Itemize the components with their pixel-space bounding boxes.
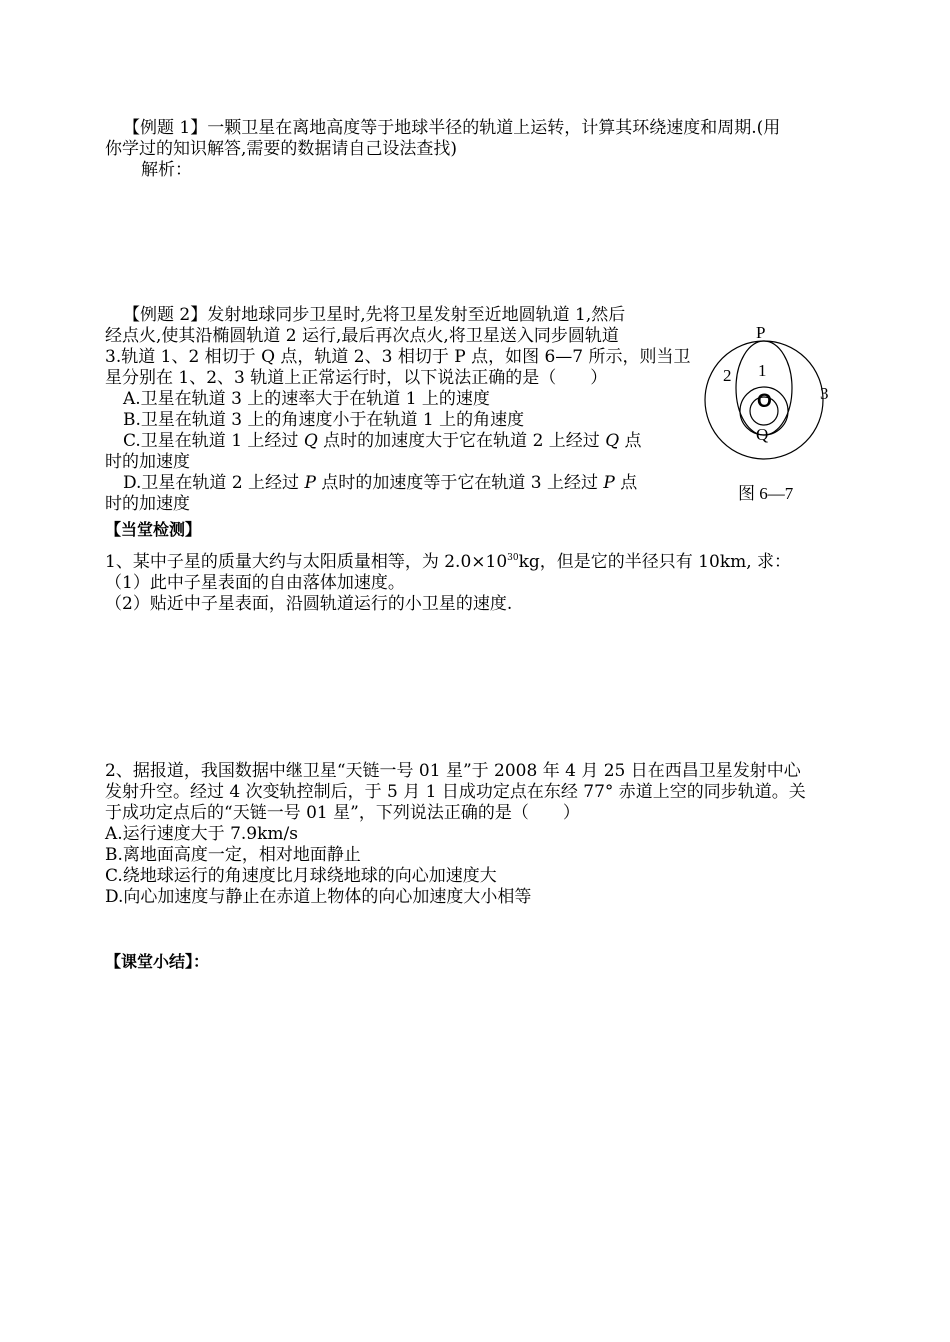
- example-1-analysis-label: 解析：: [141, 160, 192, 180]
- label-orbit-1: 1: [758, 361, 767, 380]
- question-1: [105, 552, 855, 615]
- example-2-option-c: [105, 431, 695, 452]
- question-2-option-a: A.运行速度大于 7.9km/s: [105, 824, 298, 844]
- label-o: O: [757, 391, 772, 412]
- example-2-line-2: 经点火,使其沿椭圆轨道 2 运行,最后再次点火,将卫星送入同步圆轨道: [105, 326, 619, 346]
- option-c-text-1: C.卫星在轨道 1 上经过: [123, 431, 304, 451]
- label-orbit-2: 2: [723, 366, 732, 385]
- label-q: Q: [756, 425, 769, 444]
- question-2-option-b: B.离地面高度一定，相对地面静止: [105, 845, 361, 865]
- option-c-q-2: Q: [605, 431, 620, 451]
- question-1-exponent: 30: [507, 553, 519, 563]
- example-2-line-3: 3.轨道 1、2 相切于 Q 点，轨道 2、3 相切于 P 点，如图 6—7 所示，则当卫: [105, 347, 691, 367]
- in-class-check-heading: 【当堂检测】: [105, 520, 202, 539]
- question-1-part-1: （1）此中子星表面的自由落体加速度。: [105, 573, 405, 593]
- example-2-option-c-cont: 时的加速度: [105, 452, 190, 472]
- orbit-diagram: [700, 318, 850, 508]
- example-2-line-4: 星分别在 1、2、3 轨道上正常运行时，以下说法正确的是（ ）: [105, 368, 608, 388]
- figure-caption: 图 6—7: [738, 484, 794, 503]
- orbit-2-ellipse: [736, 341, 792, 435]
- option-c-text-2: 点时的加速度大于它在轨道 2 上经过: [317, 431, 606, 451]
- question-1-stem: [105, 552, 855, 573]
- option-d-p-2: P: [603, 473, 615, 493]
- example-2-option-b: B.卫星在轨道 3 上的角速度小于在轨道 1 上的角速度: [123, 410, 525, 430]
- example-2-line-1: 【例题 2】发射地球同步卫星时,先将卫星发射至近地圆轨道 1,然后: [123, 305, 626, 325]
- question-1-stem-text: 1、某中子星的质量大约与太阳质量相等，为 2.0×10: [105, 552, 508, 572]
- option-d-p-1: P: [304, 473, 316, 493]
- question-2-option-d: D.向心加速度与静止在赤道上物体的向心加速度大小相等: [105, 887, 532, 907]
- option-d-text-3: 点: [614, 473, 638, 493]
- question-2: [105, 761, 855, 908]
- question-1-stem-text-2: kg，但是它的半径只有 10km, 求：: [518, 552, 792, 572]
- example-1-line-1: 【例题 1】一颗卫星在离地高度等于地球半径的轨道上运转，计算其环绕速度和周期.(用: [123, 118, 781, 138]
- label-p: P: [756, 323, 766, 342]
- example-1: [105, 118, 855, 181]
- label-orbit-3: 3: [820, 384, 829, 403]
- in-class-check: [105, 519, 855, 540]
- example-2-option-a: A.卫星在轨道 3 上的速率大于在轨道 1 上的速度: [123, 389, 490, 409]
- question-2-line-1: 2、据报道，我国数据中继卫星“天链一号 01 星”于 2008 年 4 月 25 日在西昌卫星发射中心: [105, 761, 801, 781]
- question-2-line-3: 于成功定点后的“天链一号 01 星”，下列说法正确的是（ ）: [105, 803, 580, 823]
- class-summary-heading: 【课堂小结】：: [105, 952, 210, 971]
- example-2: [105, 305, 695, 515]
- option-c-q-1: Q: [303, 431, 318, 451]
- question-2-line-2: 发射升空。经过 4 次变轨控制后，于 5 月 1 日成功定点在东经 77° 赤道上空的同步轨道。关: [105, 782, 806, 802]
- question-1-part-2: （2）贴近中子星表面，沿圆轨道运行的小卫星的速度.: [105, 594, 513, 614]
- option-d-text-2: 点时的加速度等于它在轨道 3 上经过: [315, 473, 604, 493]
- class-summary: [105, 951, 855, 972]
- example-2-option-d: [105, 473, 695, 494]
- example-2-option-d-cont: 时的加速度: [105, 494, 190, 514]
- question-2-option-c: C.绕地球运行的角速度比月球绕地球的向心加速度大: [105, 866, 497, 886]
- option-d-text-1: D.卫星在轨道 2 上经过: [123, 473, 305, 493]
- example-1-line-2: 你学过的知识解答,需要的数据请自己设法查找): [105, 139, 458, 159]
- option-c-text-3: 点: [619, 431, 642, 451]
